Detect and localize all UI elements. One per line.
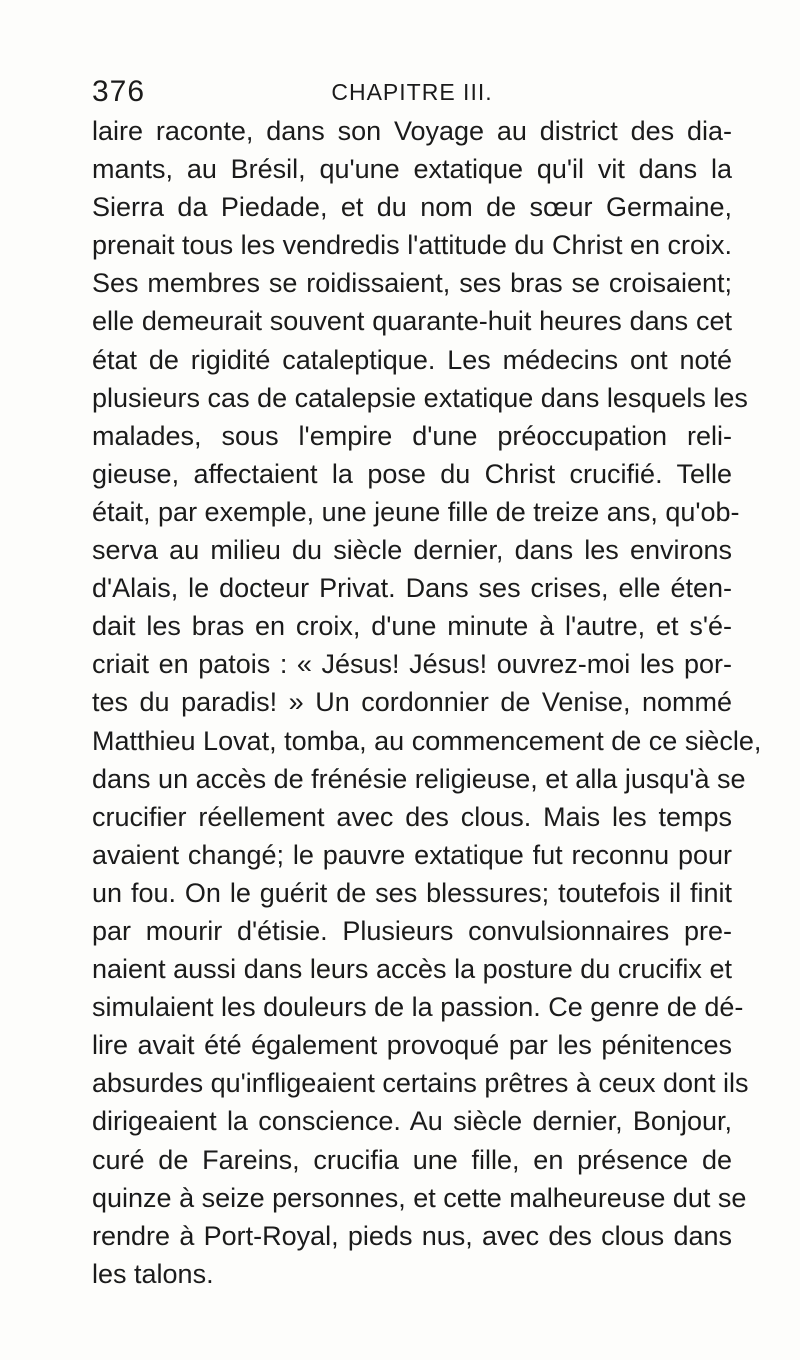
text-line: simulaient les douleurs de la passion. Ce genre de dé- xyxy=(92,992,744,1023)
text-line: curé de Fareins, crucifia une fille, en présence de xyxy=(92,1144,732,1175)
text-line: état de rigidité cataleptique. Les médecins ont noté xyxy=(92,344,732,375)
text-line: rendre à Port-Royal, pieds nus, avec des clous dans xyxy=(92,1220,732,1251)
text-line: laire raconte, dans son Voyage au district des dia- xyxy=(92,116,732,146)
text-line: les talons. xyxy=(92,1258,214,1289)
text-line: par mourir d'étisie. Plusieurs convulsionnaires pre- xyxy=(92,915,732,946)
page-header xyxy=(92,72,732,112)
text-line: plusieurs cas de catalepsie extatique dans lesquels les xyxy=(92,382,748,413)
text-line: elle demeurait souvent quarante-huit heures dans cet xyxy=(92,306,732,337)
page-number: 376 xyxy=(92,75,146,108)
text-line: quinze à seize personnes, et cette malheureuse dut se xyxy=(92,1182,747,1213)
text-line: était, par exemple, une jeune fille de treize ans, qu'ob- xyxy=(92,496,740,527)
text-line: un fou. On le guérit de ses blessures; toutefois il finit xyxy=(92,877,732,908)
text-line: serva au milieu du siècle dernier, dans les environs xyxy=(92,535,732,566)
text-line: dait les bras en croix, d'une minute à l'autre, et s'é- xyxy=(92,611,732,642)
body-text xyxy=(92,112,762,1293)
text-line: absurdes qu'infligeaient certains prêtres à ceux dont ils xyxy=(92,1068,749,1099)
text-line: Matthieu Lovat, tomba, au commencement de ce siècle, xyxy=(92,725,762,756)
text-line: dirigeaient la conscience. Au siècle dernier, Bonjour, xyxy=(92,1106,732,1137)
text-line: criait en patois : « Jésus! Jésus! ouvrez-moi les por- xyxy=(92,649,732,680)
text-line: lire avait été également provoqué par les pénitences xyxy=(92,1030,732,1061)
text-line: mants, au Brésil, qu'une extatique qu'il vit dans la xyxy=(92,154,732,185)
text-line: Sierra da Piedade, et du nom de sœur Germaine, xyxy=(92,192,732,223)
running-head: CHAPITRE III. xyxy=(331,79,493,105)
text-line: d'Alais, le docteur Privat. Dans ses crises, elle éten- xyxy=(92,573,732,604)
text-line: crucifier réellement avec des clous. Mais les temps xyxy=(92,801,732,832)
text-line: malades, sous l'empire d'une préoccupation reli- xyxy=(92,420,732,451)
text-line: avaient changé; le pauvre extatique fut reconnu pour xyxy=(92,839,732,870)
text-line: gieuse, affectaient la pose du Christ crucifié. Telle xyxy=(92,458,732,489)
text-line: dans un accès de frénésie religieuse, et alla jusqu'à se xyxy=(92,763,746,794)
text-line: Ses membres se roidissaient, ses bras se croisaient; xyxy=(92,268,732,299)
text-line: prenait tous les vendredis l'attitude du Christ en croix. xyxy=(92,230,732,261)
text-line: naient aussi dans leurs accès la posture du crucifix et xyxy=(92,954,732,985)
text-line: tes du paradis! » Un cordonnier de Venise, nommé xyxy=(92,687,732,718)
